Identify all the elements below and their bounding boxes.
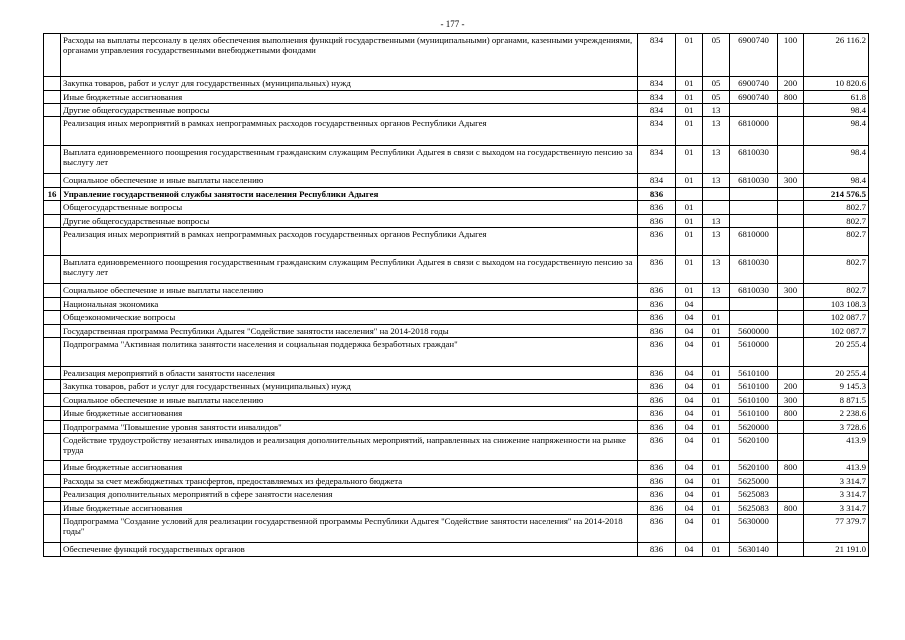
amount-cell: 802.7 (804, 256, 869, 284)
section-code-cell: 01 (676, 34, 703, 77)
row-name-cell: Закупка товаров, работ и услуг для государственных (муниципальных) нужд (61, 77, 638, 91)
subsection-code-cell: 05 (703, 91, 730, 104)
section-code-cell: 04 (676, 434, 703, 461)
subsection-code-cell: 01 (703, 434, 730, 461)
target-article-code-cell: 5620000 (730, 421, 778, 434)
ministry-code-cell: 834 (638, 34, 676, 77)
ministry-code-cell: 836 (638, 228, 676, 256)
row-name-cell: Закупка товаров, работ и услуг для государственных (муниципальных) нужд (61, 380, 638, 394)
ministry-code-cell: 836 (638, 488, 676, 502)
ministry-code-cell: 836 (638, 256, 676, 284)
expense-type-code-cell: 100 (778, 34, 804, 77)
table-row (44, 228, 869, 256)
subsection-code-cell: 01 (703, 488, 730, 502)
target-article-code-cell: 5610100 (730, 367, 778, 380)
expense-type-code-cell: 300 (778, 284, 804, 298)
target-article-code-cell: 5610100 (730, 394, 778, 407)
section-code-cell: 04 (676, 367, 703, 380)
target-article-code-cell (730, 104, 778, 117)
table-row (44, 488, 869, 502)
amount-cell: 77 379.7 (804, 515, 869, 543)
section-code-cell: 04 (676, 543, 703, 557)
row-name-cell: Государственная программа Республики Адыгея "Содействие занятости населения" на 2014-2018 годы (61, 325, 638, 338)
row-name-cell: Социальное обеспечение и иные выплаты населению (61, 284, 638, 298)
expense-type-code-cell: 800 (778, 461, 804, 475)
target-article-code-cell: 6900740 (730, 91, 778, 104)
section-code-cell: 01 (676, 201, 703, 215)
subsection-code-cell: 13 (703, 228, 730, 256)
row-name-cell: Национальная экономика (61, 298, 638, 311)
row-number-cell (44, 338, 61, 367)
target-article-code-cell: 5600000 (730, 325, 778, 338)
expense-type-code-cell: 800 (778, 502, 804, 515)
section-code-cell: 04 (676, 407, 703, 421)
table-row (44, 77, 869, 91)
subsection-code-cell: 01 (703, 338, 730, 367)
amount-cell: 102 087.7 (804, 325, 869, 338)
table-row (44, 311, 869, 325)
expense-type-code-cell (778, 488, 804, 502)
row-number-cell (44, 325, 61, 338)
amount-cell: 9 145.3 (804, 380, 869, 394)
expense-type-code-cell (778, 367, 804, 380)
ministry-code-cell: 836 (638, 284, 676, 298)
table-row (44, 434, 869, 461)
target-article-code-cell: 5620100 (730, 461, 778, 475)
row-number-cell (44, 298, 61, 311)
section-code-cell: 04 (676, 475, 703, 488)
subsection-code-cell: 13 (703, 284, 730, 298)
row-number-cell (44, 543, 61, 557)
expense-type-code-cell: 800 (778, 407, 804, 421)
table-row (44, 543, 869, 557)
row-name-cell: Подпрограмма "Активная политика занятости населения и социальная поддержка безработных граждан" (61, 338, 638, 367)
row-number-cell: 16 (44, 188, 61, 201)
subsection-code-cell: 01 (703, 394, 730, 407)
table-row (44, 174, 869, 188)
target-article-code-cell: 5625083 (730, 502, 778, 515)
target-article-code-cell: 5610000 (730, 338, 778, 367)
budget-table-body (44, 34, 869, 557)
subsection-code-cell: 13 (703, 146, 730, 174)
target-article-code-cell: 5610100 (730, 407, 778, 421)
ministry-code-cell: 836 (638, 298, 676, 311)
expense-type-code-cell (778, 201, 804, 215)
expense-type-code-cell (778, 434, 804, 461)
row-number-cell (44, 284, 61, 298)
section-code-cell: 01 (676, 91, 703, 104)
amount-cell: 802.7 (804, 201, 869, 215)
subsection-code-cell: 13 (703, 104, 730, 117)
row-number-cell (44, 367, 61, 380)
row-number-cell (44, 146, 61, 174)
expense-type-code-cell (778, 325, 804, 338)
table-row (44, 461, 869, 475)
section-code-cell: 01 (676, 146, 703, 174)
expense-type-code-cell: 300 (778, 174, 804, 188)
table-row (44, 407, 869, 421)
table-row (44, 215, 869, 228)
section-code-cell: 01 (676, 228, 703, 256)
row-name-cell: Расходы на выплаты персоналу в целях обеспечения выполнения функций государственными (муниципальными) органами, казенными учреждениями, органами управления государственными внебюджетными фондами (61, 34, 638, 77)
target-article-code-cell (730, 298, 778, 311)
amount-cell: 214 576.5 (804, 188, 869, 201)
subsection-code-cell: 13 (703, 256, 730, 284)
ministry-code-cell: 836 (638, 311, 676, 325)
table-row (44, 188, 869, 201)
expense-type-code-cell (778, 228, 804, 256)
row-name-cell: Социальное обеспечение и иные выплаты населению (61, 394, 638, 407)
section-code-cell: 04 (676, 515, 703, 543)
row-name-cell: Общегосударственные вопросы (61, 201, 638, 215)
expense-type-code-cell (778, 338, 804, 367)
amount-cell: 103 108.3 (804, 298, 869, 311)
target-article-code-cell: 5630140 (730, 543, 778, 557)
table-row (44, 502, 869, 515)
ministry-code-cell: 834 (638, 104, 676, 117)
ministry-code-cell: 836 (638, 502, 676, 515)
row-name-cell: Иные бюджетные ассигнования (61, 91, 638, 104)
row-number-cell (44, 434, 61, 461)
section-code-cell: 04 (676, 380, 703, 394)
target-article-code-cell (730, 188, 778, 201)
section-code-cell: 01 (676, 256, 703, 284)
subsection-code-cell: 13 (703, 174, 730, 188)
ministry-code-cell: 836 (638, 394, 676, 407)
amount-cell: 413.9 (804, 461, 869, 475)
section-code-cell: 04 (676, 311, 703, 325)
row-name-cell: Реализация иных мероприятий в рамках непрограммных расходов государственных органов Республики Адыгея (61, 228, 638, 256)
subsection-code-cell (703, 201, 730, 215)
ministry-code-cell: 836 (638, 201, 676, 215)
amount-cell: 3 314.7 (804, 502, 869, 515)
row-number-cell (44, 475, 61, 488)
expense-type-code-cell (778, 188, 804, 201)
amount-cell: 3 314.7 (804, 475, 869, 488)
row-name-cell: Реализация мероприятий в области занятости населения (61, 367, 638, 380)
section-code-cell: 04 (676, 325, 703, 338)
expense-type-code-cell: 200 (778, 380, 804, 394)
row-number-cell (44, 228, 61, 256)
expense-type-code-cell (778, 146, 804, 174)
table-row (44, 117, 869, 146)
amount-cell: 102 087.7 (804, 311, 869, 325)
target-article-code-cell (730, 311, 778, 325)
amount-cell: 98.4 (804, 146, 869, 174)
table-row (44, 325, 869, 338)
expense-type-code-cell (778, 215, 804, 228)
row-number-cell (44, 215, 61, 228)
expense-type-code-cell (778, 117, 804, 146)
ministry-code-cell: 836 (638, 515, 676, 543)
amount-cell: 10 820.6 (804, 77, 869, 91)
target-article-code-cell: 6810030 (730, 256, 778, 284)
section-code-cell: 01 (676, 174, 703, 188)
ministry-code-cell: 834 (638, 117, 676, 146)
amount-cell: 61.8 (804, 91, 869, 104)
subsection-code-cell: 01 (703, 325, 730, 338)
amount-cell: 98.4 (804, 117, 869, 146)
ministry-code-cell: 834 (638, 91, 676, 104)
section-code-cell: 01 (676, 284, 703, 298)
row-name-cell: Управление государственной службы занятости населения Республики Адыгея (61, 188, 638, 201)
ministry-code-cell: 836 (638, 543, 676, 557)
row-name-cell: Социальное обеспечение и иные выплаты населению (61, 174, 638, 188)
expense-type-code-cell (778, 256, 804, 284)
subsection-code-cell: 13 (703, 117, 730, 146)
row-name-cell: Содействие трудоустройству незанятых инвалидов и реализация дополнительных мероприятий, направленных на снижение напряженности на рынке труда (61, 434, 638, 461)
ministry-code-cell: 836 (638, 475, 676, 488)
section-code-cell: 01 (676, 77, 703, 91)
subsection-code-cell: 01 (703, 407, 730, 421)
row-name-cell: Другие общегосударственные вопросы (61, 215, 638, 228)
page-number: - 177 - (440, 19, 465, 29)
row-name-cell: Реализация иных мероприятий в рамках непрограммных расходов государственных органов Республики Адыгея (61, 117, 638, 146)
row-number-cell (44, 515, 61, 543)
section-code-cell: 04 (676, 488, 703, 502)
subsection-code-cell: 01 (703, 515, 730, 543)
table-row (44, 380, 869, 394)
subsection-code-cell: 01 (703, 502, 730, 515)
amount-cell: 802.7 (804, 215, 869, 228)
row-number-cell (44, 407, 61, 421)
target-article-code-cell: 5610100 (730, 380, 778, 394)
expense-type-code-cell (778, 543, 804, 557)
subsection-code-cell: 01 (703, 367, 730, 380)
row-number-cell (44, 421, 61, 434)
ministry-code-cell: 836 (638, 434, 676, 461)
row-number-cell (44, 201, 61, 215)
subsection-code-cell: 01 (703, 543, 730, 557)
ministry-code-cell: 836 (638, 367, 676, 380)
ministry-code-cell: 834 (638, 77, 676, 91)
row-name-cell: Иные бюджетные ассигнования (61, 502, 638, 515)
ministry-code-cell: 836 (638, 380, 676, 394)
section-code-cell: 01 (676, 117, 703, 146)
row-number-cell (44, 502, 61, 515)
row-name-cell: Расходы за счет межбюджетных трансфертов, предоставляемых из федерального бюджета (61, 475, 638, 488)
section-code-cell: 04 (676, 298, 703, 311)
subsection-code-cell: 05 (703, 34, 730, 77)
table-row (44, 367, 869, 380)
ministry-code-cell: 836 (638, 461, 676, 475)
ministry-code-cell: 836 (638, 188, 676, 201)
row-name-cell: Выплата единовременного поощрения государственным гражданским служащим Республики Адыгея в связи с выходом на государственную пенсию за выслугу лет (61, 146, 638, 174)
table-row (44, 104, 869, 117)
target-article-code-cell: 5620100 (730, 434, 778, 461)
section-code-cell: 04 (676, 461, 703, 475)
amount-cell: 98.4 (804, 174, 869, 188)
amount-cell: 413.9 (804, 434, 869, 461)
row-number-cell (44, 394, 61, 407)
table-row (44, 394, 869, 407)
row-number-cell (44, 91, 61, 104)
amount-cell: 21 191.0 (804, 543, 869, 557)
amount-cell: 26 116.2 (804, 34, 869, 77)
table-row (44, 284, 869, 298)
expense-type-code-cell (778, 475, 804, 488)
amount-cell: 20 255.4 (804, 367, 869, 380)
row-name-cell: Реализация дополнительных мероприятий в сфере занятости населения (61, 488, 638, 502)
ministry-code-cell: 836 (638, 325, 676, 338)
table-row (44, 338, 869, 367)
amount-cell: 3 314.7 (804, 488, 869, 502)
ministry-code-cell: 836 (638, 215, 676, 228)
target-article-code-cell: 6810030 (730, 174, 778, 188)
row-number-cell (44, 77, 61, 91)
section-code-cell: 04 (676, 502, 703, 515)
section-code-cell: 04 (676, 421, 703, 434)
row-number-cell (44, 104, 61, 117)
subsection-code-cell: 01 (703, 311, 730, 325)
table-row (44, 515, 869, 543)
row-number-cell (44, 380, 61, 394)
expense-type-code-cell (778, 421, 804, 434)
expense-type-code-cell (778, 515, 804, 543)
subsection-code-cell: 01 (703, 421, 730, 434)
row-name-cell: Другие общегосударственные вопросы (61, 104, 638, 117)
subsection-code-cell: 13 (703, 215, 730, 228)
section-code-cell: 01 (676, 215, 703, 228)
target-article-code-cell: 6810030 (730, 284, 778, 298)
row-name-cell: Подпрограмма "Повышение уровня занятости инвалидов" (61, 421, 638, 434)
section-code-cell: 04 (676, 338, 703, 367)
row-number-cell (44, 34, 61, 77)
expense-type-code-cell: 800 (778, 91, 804, 104)
subsection-code-cell (703, 188, 730, 201)
amount-cell: 20 255.4 (804, 338, 869, 367)
ministry-code-cell: 836 (638, 421, 676, 434)
row-name-cell: Выплата единовременного поощрения государственным гражданским служащим Республики Адыгея в связи с выходом на государственную пенсию за выслугу лет (61, 256, 638, 284)
table-row (44, 298, 869, 311)
table-row (44, 146, 869, 174)
expense-type-code-cell (778, 311, 804, 325)
amount-cell: 2 238.6 (804, 407, 869, 421)
row-name-cell: Общеэкономические вопросы (61, 311, 638, 325)
subsection-code-cell: 01 (703, 475, 730, 488)
subsection-code-cell: 01 (703, 461, 730, 475)
table-row (44, 201, 869, 215)
row-name-cell: Иные бюджетные ассигнования (61, 407, 638, 421)
row-number-cell (44, 174, 61, 188)
expense-type-code-cell (778, 298, 804, 311)
row-name-cell: Подпрограмма "Создание условий для реализации государственной программы Республики Адыгея "Содействие занятости населения" на 2014-2018 годы" (61, 515, 638, 543)
target-article-code-cell: 6810030 (730, 146, 778, 174)
row-number-cell (44, 117, 61, 146)
target-article-code-cell: 6810000 (730, 117, 778, 146)
target-article-code-cell (730, 215, 778, 228)
amount-cell: 98.4 (804, 104, 869, 117)
amount-cell: 8 871.5 (804, 394, 869, 407)
target-article-code-cell: 5625000 (730, 475, 778, 488)
table-row (44, 34, 869, 77)
subsection-code-cell (703, 298, 730, 311)
row-name-cell: Иные бюджетные ассигнования (61, 461, 638, 475)
subsection-code-cell: 05 (703, 77, 730, 91)
budget-table (43, 33, 869, 557)
section-code-cell: 04 (676, 394, 703, 407)
ministry-code-cell: 836 (638, 338, 676, 367)
target-article-code-cell: 6900740 (730, 34, 778, 77)
table-row (44, 475, 869, 488)
ministry-code-cell: 836 (638, 407, 676, 421)
expense-type-code-cell: 300 (778, 394, 804, 407)
expense-type-code-cell (778, 104, 804, 117)
expense-type-code-cell: 200 (778, 77, 804, 91)
target-article-code-cell: 5630000 (730, 515, 778, 543)
table-row (44, 256, 869, 284)
ministry-code-cell: 834 (638, 146, 676, 174)
row-number-cell (44, 311, 61, 325)
row-name-cell: Обеспечение функций государственных органов (61, 543, 638, 557)
section-code-cell: 01 (676, 104, 703, 117)
target-article-code-cell (730, 201, 778, 215)
row-number-cell (44, 461, 61, 475)
table-row (44, 91, 869, 104)
subsection-code-cell: 01 (703, 380, 730, 394)
amount-cell: 802.7 (804, 284, 869, 298)
amount-cell: 3 728.6 (804, 421, 869, 434)
target-article-code-cell: 6900740 (730, 77, 778, 91)
amount-cell: 802.7 (804, 228, 869, 256)
section-code-cell (676, 188, 703, 201)
target-article-code-cell: 6810000 (730, 228, 778, 256)
row-number-cell (44, 256, 61, 284)
target-article-code-cell: 5625083 (730, 488, 778, 502)
row-number-cell (44, 488, 61, 502)
table-row (44, 421, 869, 434)
ministry-code-cell: 834 (638, 174, 676, 188)
